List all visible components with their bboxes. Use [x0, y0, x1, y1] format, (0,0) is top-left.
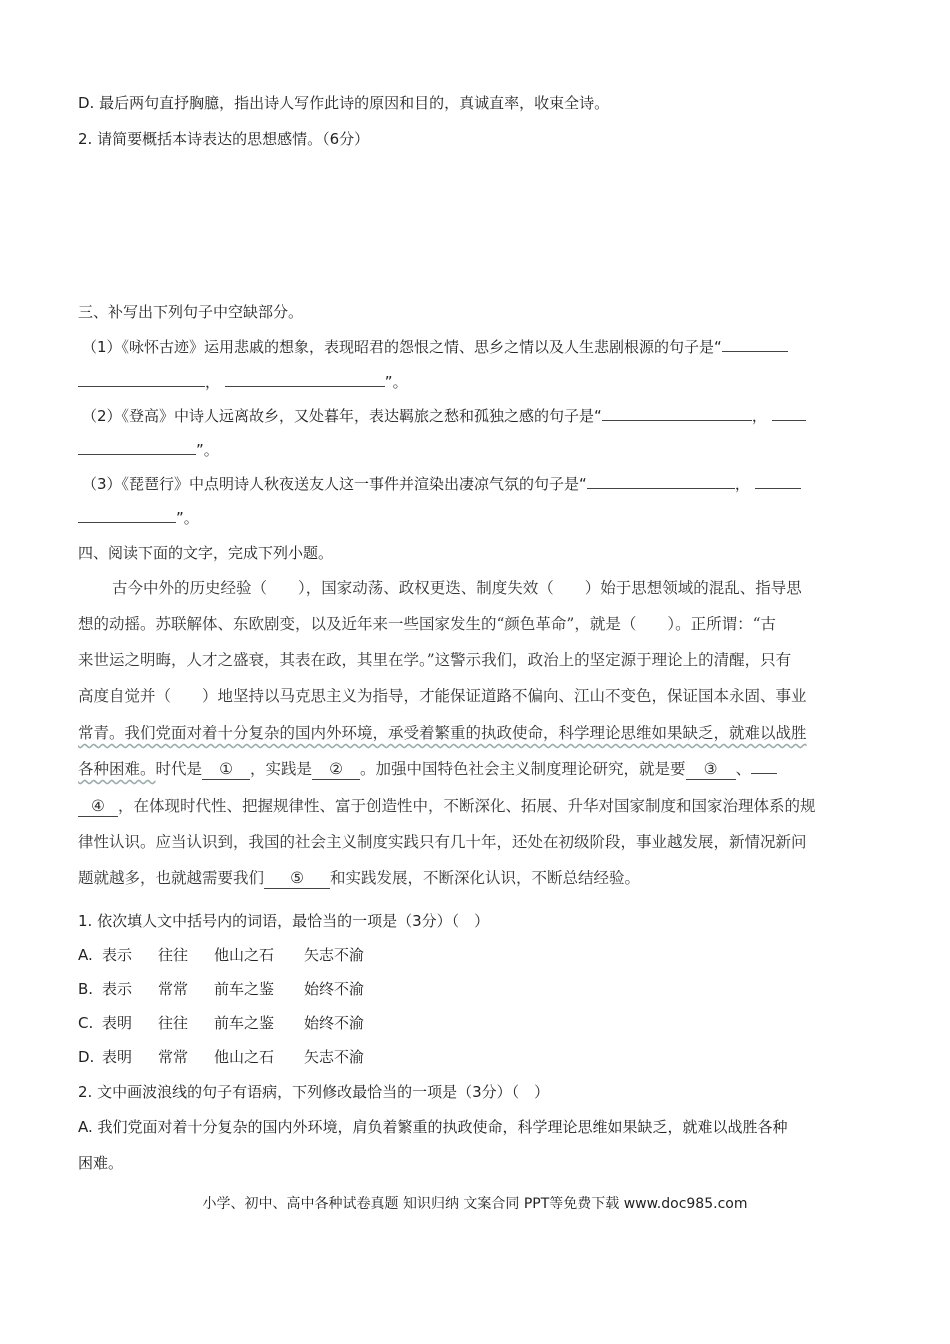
option-word: 始终不渝 [304, 1014, 365, 1032]
option-word: 表示 [102, 946, 133, 964]
passage-text: 时代是 [155, 760, 203, 778]
passage-text: 题就越多，也就越需要我们 [78, 869, 265, 887]
fill-item-1-end: ”。 [384, 373, 408, 391]
page-footer: 小学、初中、高中各种试卷真题 知识归纳 文案合同 PPT等免费下载 www.doc985.com [202, 1196, 748, 1212]
answer-blank[interactable] [755, 474, 801, 489]
passage-text: 和实践发展，不断深化认识，不断总结经验。 [330, 869, 641, 887]
answer-blank[interactable] [587, 474, 735, 489]
passage-line: 古今中外的历史经验（ ），国家动荡、政权更迭、制度失效（ ）始于思想领域的混乱、指导思 [112, 579, 802, 597]
question-2-stem: 2. 请简要概括本诗表达的思想感情。（6分） [78, 130, 370, 148]
fill-item-1-prompt: （1）《咏怀古迹》运用悲戚的想象，表现昭君的怨恨之情、思乡之情以及人生悲剧根源的句子是“ [82, 338, 722, 356]
option-word: 表明 [102, 1048, 133, 1066]
fill-item-2-prompt: （2）《登高》中诗人远离故乡，又处暮年，表达羁旅之愁和孤独之感的句子是“ [82, 407, 602, 425]
option-word: 前车之鉴 [214, 1014, 275, 1032]
option-row-a[interactable] [78, 945, 364, 965]
sub-question-2-stem: 2. 文中画波浪线的句子有语病，下列修改最恰当的一项是（3分）（ ） [78, 1083, 550, 1101]
fill-item-3-line1 [82, 474, 801, 494]
answer-blank[interactable] [722, 337, 788, 352]
passage-line-wavy: 常青。我们党面对着十分复杂的国内外环境，承受着繁重的执政使命，科学理论思维如果缺乏，就难以战胜 [78, 724, 807, 742]
option-row-c[interactable] [78, 1013, 364, 1033]
option-label: B. [78, 980, 94, 998]
passage-line: 来世运之明晦，人才之盛衰，其表在政，其里在学。”这警示我们，政治上的坚定源于理论上的清醒，只有 [78, 651, 792, 669]
comma: ， [751, 407, 767, 425]
passage-line: 高度自觉并（ ）地坚持以马克思主义为指导，才能保证道路不偏向、江山不变色，保证国本永固、事业 [78, 687, 807, 705]
option-a-line1[interactable]: A. 我们党面对着十分复杂的国内外环境，肩负着繁重的执政使命，科学理论思维如果缺乏，就难以战胜各种 [78, 1118, 788, 1136]
option-word: 矢志不渝 [304, 1048, 365, 1066]
answer-blank[interactable] [78, 508, 176, 523]
wavy-sentence-end: 各种困难。 [78, 760, 156, 778]
option-word: 他山之石 [214, 946, 275, 964]
passage-text: ，在体现时代性、把握规律性、富于创造性中，不断深化、拓展、升华对国家制度和国家治理体系的规 [118, 797, 816, 815]
option-word: 往往 [158, 946, 189, 964]
passage-text: 、 [735, 760, 752, 778]
comma: ， [205, 373, 221, 391]
fill-item-3-end: ”。 [176, 509, 199, 527]
option-word: 表示 [102, 980, 133, 998]
passage-text: 。加强中国特色社会主义制度理论研究，就是要 [360, 760, 686, 778]
option-label: A. [78, 946, 93, 964]
option-word: 他山之石 [214, 1048, 275, 1066]
option-word: 常常 [158, 980, 189, 998]
option-row-d[interactable] [78, 1047, 364, 1067]
blank-4: ④ [78, 796, 118, 817]
passage-line [78, 868, 640, 888]
answer-blank[interactable] [78, 440, 196, 455]
passage-line [78, 796, 816, 816]
passage-line: 律性认识。应当认识到，我国的社会主义制度实践只有几十年，还处在初级阶段，事业越发展，新情况新问 [78, 833, 807, 851]
blank-2: ② [312, 759, 360, 780]
blank-3: ③ [686, 759, 736, 780]
option-word: 往往 [158, 1014, 189, 1032]
option-row-b[interactable] [78, 979, 364, 999]
fill-item-3-line2 [78, 508, 199, 528]
option-label: C. [78, 1014, 94, 1032]
option-d-text: D. 最后两句直抒胸臆，指出诗人写作此诗的原因和目的，真诚直率，收束全诗。 [78, 94, 610, 112]
option-word: 表明 [102, 1014, 133, 1032]
passage-line: 想的动摇。苏联解体、东欧剧变，以及近年来一些国家发生的“颜色革命”，就是（ ）。正所谓：“古 [78, 615, 777, 633]
option-label: D. [78, 1048, 95, 1066]
blank-1: ① [202, 759, 250, 780]
section-4-title: 四、阅读下面的文字，完成下列小题。 [78, 544, 334, 562]
section-3-title: 三、补写出下列句子中空缺部分。 [78, 303, 304, 321]
fill-item-1-line2 [78, 372, 408, 392]
comma: ， [734, 475, 750, 493]
option-word: 矢志不渝 [304, 946, 365, 964]
blank-4-start [751, 773, 777, 774]
passage-text: ，实践是 [250, 760, 313, 778]
fill-item-3-prompt: （3）《琵琶行》中点明诗人秋夜送友人这一事件并渲染出凄凉气氛的句子是“ [82, 475, 587, 493]
sub-question-1-stem: 1. 依次填人文中括号内的词语，最恰当的一项是（3分）（ ） [78, 912, 490, 930]
blank-5: ⑤ [264, 868, 330, 889]
answer-blank[interactable] [602, 406, 752, 421]
fill-item-2-end: ”。 [196, 441, 219, 459]
answer-blank[interactable] [225, 372, 385, 387]
passage-line [78, 759, 777, 779]
option-word: 前车之鉴 [214, 980, 275, 998]
fill-item-1-line1 [82, 337, 788, 357]
option-word: 常常 [158, 1048, 189, 1066]
option-a-line2: 困难。 [78, 1154, 124, 1172]
fill-item-2-line2 [78, 440, 219, 460]
answer-blank[interactable] [78, 372, 205, 387]
option-word: 始终不渝 [304, 980, 365, 998]
fill-item-2-line1 [82, 406, 806, 426]
answer-blank[interactable] [772, 406, 806, 421]
